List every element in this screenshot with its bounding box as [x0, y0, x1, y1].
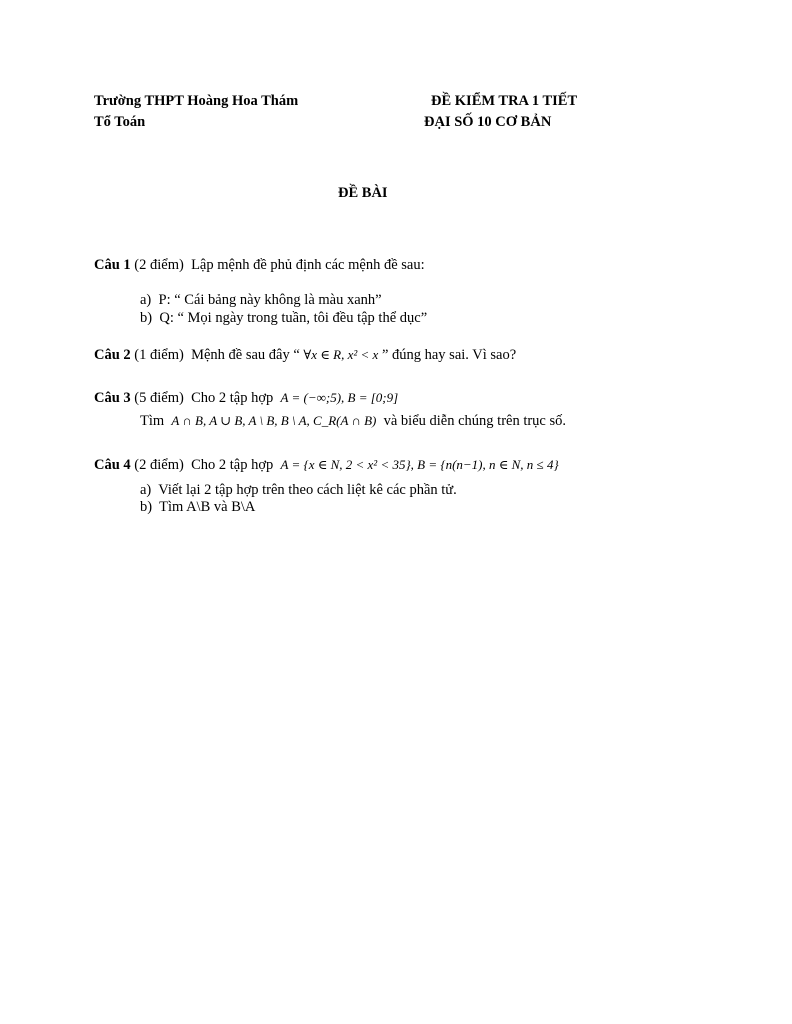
question-prompt: Lập mệnh đề phủ định các mệnh đề sau:	[191, 257, 425, 273]
question-points: (2 điểm)	[134, 457, 184, 473]
question-points: (1 điểm)	[134, 347, 184, 363]
exam-subject: ĐẠI SỐ 10 CƠ BẢN	[424, 114, 552, 130]
item-text: P: “ Cái bảng này không là màu xanh”	[158, 292, 382, 308]
question-formula: A = {x ∈ N, 2 < x² < 35}, B = {n(n−1), n ∈ N, n ≤ 4}	[280, 457, 559, 472]
question-1	[94, 257, 425, 274]
question-formula: A = (−∞;5), B = [0;9]	[280, 390, 399, 405]
question-label: Câu 3	[94, 390, 131, 406]
question-prompt: Mệnh đề sau đây “	[191, 347, 300, 363]
question-2	[94, 347, 516, 364]
question-points: (2 điểm)	[134, 257, 184, 273]
section-title: ĐỀ BÀI	[338, 185, 388, 201]
question-1-item-a	[140, 292, 382, 309]
question-points: (5 điểm)	[134, 390, 184, 406]
question-label: Câu 2	[94, 347, 131, 363]
line-formula: A ∩ B, A ∪ B, A \ B, B \ A, C_R(A ∩ B)	[171, 413, 377, 428]
question-prompt: Cho 2 tập hợp	[191, 457, 274, 473]
question-3-line-2	[140, 413, 566, 430]
item-text: Viết lại 2 tập hợp trên theo cách liệt kê các phần tử.	[158, 482, 457, 498]
question-label: Câu 1	[94, 257, 131, 273]
item-marker: b)	[140, 499, 153, 515]
question-4-item-b	[140, 499, 255, 516]
question-1-item-b	[140, 310, 427, 327]
item-marker: a)	[140, 292, 152, 308]
item-marker: a)	[140, 482, 152, 498]
department-name: Tổ Toán	[94, 114, 146, 130]
question-4	[94, 457, 559, 474]
line-suffix: và biểu diễn chúng trên trục số.	[383, 413, 567, 429]
question-prompt: Cho 2 tập hợp	[191, 390, 274, 406]
item-marker: b)	[140, 310, 153, 326]
question-3	[94, 390, 398, 407]
item-text: Tìm A\B và B\A	[159, 499, 256, 515]
question-label: Câu 4	[94, 457, 131, 473]
question-formula: ∀x ∈ R, x² < x	[303, 347, 379, 362]
exam-title: ĐỀ KIỂM TRA 1 TIẾT	[431, 93, 578, 109]
question-prompt-end: ” đúng hay sai. Vì sao?	[381, 347, 517, 363]
question-4-item-a	[140, 482, 457, 499]
school-name: Trường THPT Hoàng Hoa Thám	[94, 93, 299, 109]
item-text: Q: “ Mọi ngày trong tuần, tôi đều tập thể dục”	[159, 310, 428, 326]
line-prefix: Tìm	[140, 413, 165, 429]
